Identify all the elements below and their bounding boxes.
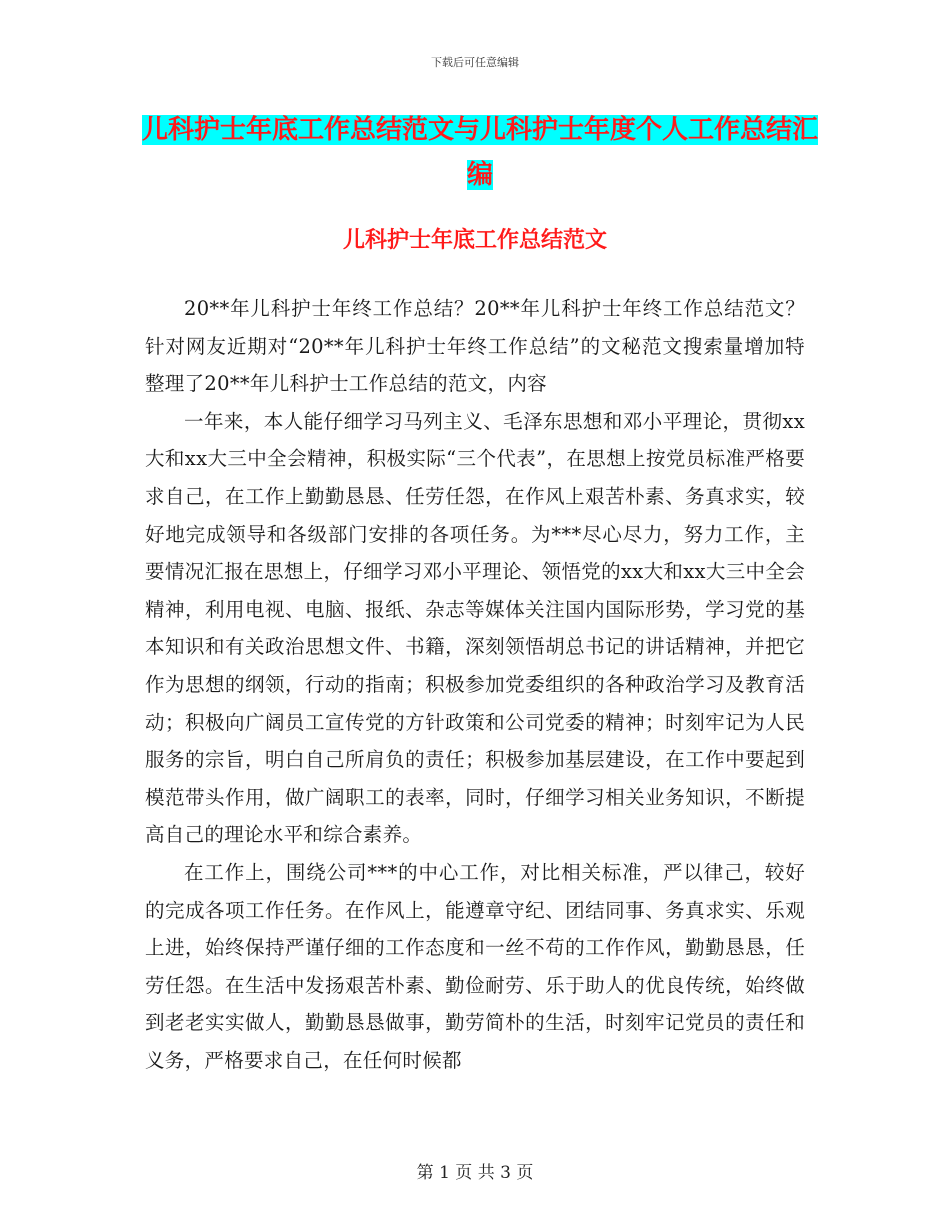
paragraph: 一年来，本人能仔细学习马列主义、毛泽东思想和邓小平理论，贯彻xx大和xx大三中全会精神，积极实际“三个代表”，在思想上按党员标准严格要求自己，在工作上勤勤恳恳、任劳任怨，在作风上艰苦朴素、务真求实，较好地完成领导和各级部门安排的各项任务。为***尽心尽力，努力工作，主要情况汇报在思想上，仔细学习邓小平理论、领悟党的xx大和xx大三中全会精神，利用电视、电脑、报纸、杂志等媒体关注国内国际形势，学习党的基本知识和有关政治思想文件、书籍，深刻领悟胡总书记的讲话精神，并把它作为思想的纲领，行动的指南；积极参加党委组织的各种政治学习及教育活动；积极向广阔员工宣传党的方针政策和公司党委的精神；时刻牢记为人民服务的宗旨，明白自己所肩负的责任；积极参加基层建设，在工作中要起到模范带头作用，做广阔职工的表率，同时，仔细学习相关业务知识，不断提高自己的理论水平和综合素养。	[145, 409, 805, 847]
paragraph: 20**年儿科护士年终工作总结？20**年儿科护士年终工作总结范文？针对网友近期对“20**年儿科护士年终工作总结”的文秘范文搜索量增加特整理了20**年儿科护士工作总结的范文，内容	[145, 297, 805, 396]
paragraph: 在工作上，围绕公司***的中心工作，对比相关标准，严以律己，较好的完成各项工作任务。在作风上，能遵章守纪、团结同事、务真求实、乐观上进，始终保持严谨仔细的工作态度和一丝不苟的工作作风，勤勤恳恳，任劳任怨。在生活中发扬艰苦朴素、勤俭耐劳、乐于助人的优良传统，始终做到老老实实做人，勤勤恳恳做事，勤劳简朴的生活，时刻牢记党员的责任和义务，严格要求自己，在任何时候都	[145, 860, 805, 1072]
header-note: 下载后可任意编辑	[431, 56, 519, 69]
document-title-text: 儿科护士年底工作总结范文与儿科护士年度个人工作总结汇编	[141, 115, 818, 190]
section-title: 儿科护士年底工作总结范文	[342, 228, 607, 253]
document-title	[140, 108, 820, 198]
page-footer: 第 1 页 共 3 页	[416, 1163, 534, 1183]
document-body	[145, 290, 805, 1079]
